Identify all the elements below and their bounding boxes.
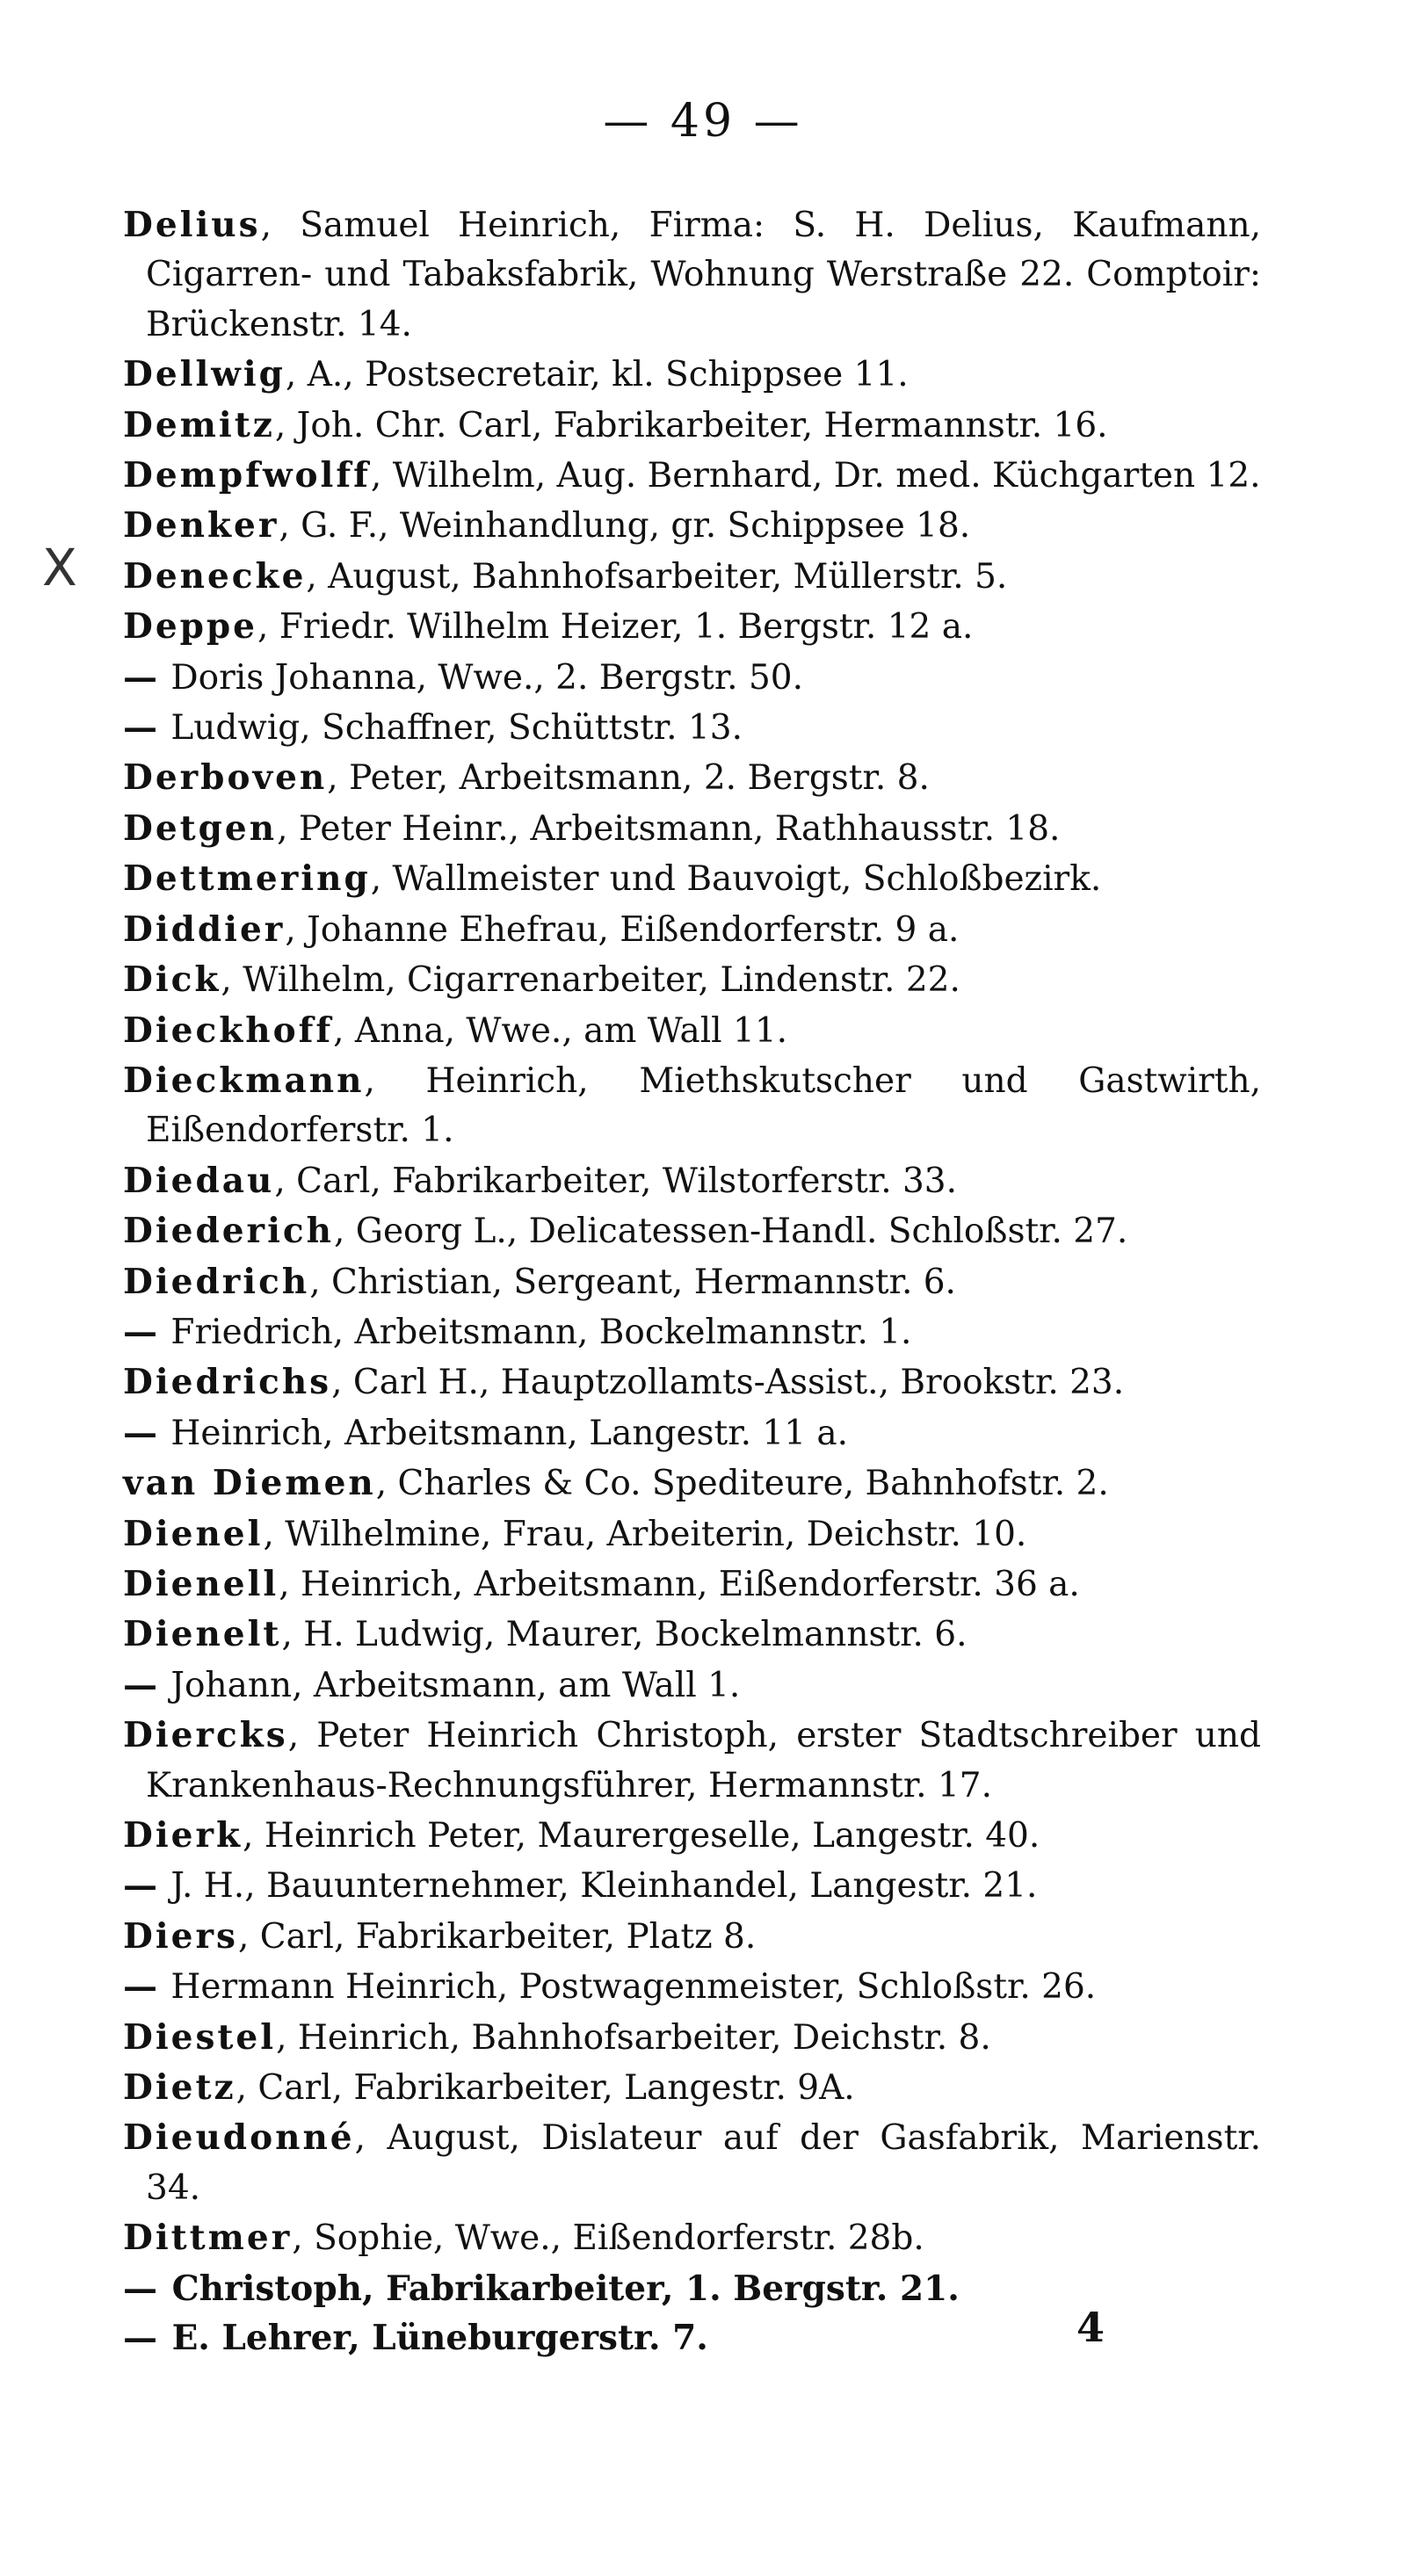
directory-entry [123, 1458, 1261, 1509]
entry-details: , A., Postsecretair, kl. Schippsee 11. [285, 355, 909, 395]
entry-name: Diederich [123, 1211, 334, 1252]
entry-name: Dietz [123, 2067, 236, 2109]
entry-name: Diers [123, 1915, 238, 1957]
entry-name: Delius [123, 205, 261, 245]
directory-entry [123, 2113, 1261, 2213]
entry-details: , Joh. Chr. Carl, Fabrikarbeiter, Hermannstr. 16. [274, 405, 1108, 445]
entry-name: Demitz [123, 404, 275, 445]
entry-name: — [123, 2268, 160, 2309]
entry-name: — [123, 1865, 160, 1907]
directory-entry [123, 1156, 1261, 1206]
directory-entry [123, 2213, 1261, 2263]
directory-entry [123, 955, 1261, 1005]
entry-details: , H. Ludwig, Maurer, Bockelmannstr. 6. [281, 1615, 968, 1655]
entry-details: , Heinrich Peter, Maurergeselle, Langestr. 40. [243, 1816, 1040, 1856]
entry-name: Dick [123, 959, 221, 1001]
entry-name: Dienell [123, 1563, 279, 1604]
directory-entry [123, 2013, 1261, 2063]
entry-details: , Wallmeister und Bauvoigt, Schloßbezirk. [370, 859, 1102, 900]
entry-name: Denecke [123, 555, 307, 597]
entry-name: — [123, 2318, 160, 2359]
directory-entry [123, 653, 1261, 703]
entry-details: , Heinrich, Arbeitsmann, Eißendorferstr. 36 a. [279, 1564, 1080, 1604]
margin-mark: X [42, 538, 77, 597]
entry-name: Dettmering [123, 858, 371, 900]
entry-details: , Wilhelm, Cigarrenarbeiter, Lindenstr. 22. [221, 960, 960, 1001]
entry-name: Dittmer [123, 2218, 293, 2259]
directory-entry [123, 501, 1261, 551]
page-number: — 49 — [603, 95, 803, 148]
entry-details: , Wilhelm, Aug. Bernhard, Dr. med. Küchgarten 12. [370, 456, 1261, 496]
entry-details: , Heinrich, Miethskutscher und Gastwirth, Eißendorferstr. 1. [146, 1060, 1261, 1151]
directory-entry [123, 1811, 1261, 1861]
directory-entry [123, 2063, 1261, 2113]
entry-name: Dierk [123, 1815, 243, 1856]
directory-entries [123, 200, 1261, 2363]
directory-entry [123, 1962, 1261, 2012]
entry-details: , Carl, Fabrikarbeiter, Wilstorferstr. 33. [274, 1161, 958, 1201]
entry-details: , Carl, Fabrikarbeiter, Langestr. 9A. [236, 2068, 855, 2109]
entry-name: van Diemen [123, 1463, 376, 1504]
entry-details: , August, Bahnhofsarbeiter, Müllerstr. 5. [306, 556, 1008, 597]
entry-name: Dieckhoff [123, 1009, 334, 1051]
entry-details: E. Lehrer, Lüneburgerstr. 7. [160, 2318, 708, 2359]
entry-name: Diercks [123, 1715, 288, 1756]
directory-entry [123, 1509, 1261, 1559]
entry-details: , Peter Heinr., Arbeitsmann, Rathhausstr. 18. [277, 808, 1061, 849]
entry-details: , Sophie, Wwe., Eißendorferstr. 28b. [292, 2218, 924, 2259]
entry-name: Denker [123, 505, 279, 546]
directory-entry [123, 1357, 1261, 1407]
directory-entry [123, 1661, 1261, 1711]
directory-entry [123, 1056, 1261, 1156]
entry-details: J. H., Bauunternehmer, Kleinhandel, Langestr. 21. [160, 1866, 1038, 1907]
directory-entry [123, 1711, 1261, 1811]
directory-entry [123, 552, 1261, 602]
entry-name: Dieckmann [123, 1060, 365, 1101]
entry-name: Diddier [123, 908, 286, 950]
directory-entry [123, 451, 1261, 501]
entry-name: Diedau [123, 1160, 275, 1201]
entry-name: — [123, 1311, 160, 1352]
directory-entry [123, 1206, 1261, 1256]
entry-name: Diestel [123, 2016, 277, 2058]
entry-name: Dellwig [123, 354, 286, 395]
directory-entry [123, 905, 1261, 955]
entry-name: Dienelt [123, 1614, 282, 1655]
entry-details: Hermann Heinrich, Postwagenmeister, Schloßstr. 26. [160, 1967, 1097, 2008]
entry-name: Dieudonné [123, 2117, 355, 2159]
entry-details: Friedrich, Arbeitsmann, Bockelmannstr. 1. [160, 1312, 912, 1352]
entry-name: — [123, 656, 160, 698]
entry-details: , Peter, Arbeitsmann, 2. Bergstr. 8. [327, 758, 930, 799]
directory-entry [123, 1257, 1261, 1307]
signature-mark: 4 [1076, 2304, 1105, 2351]
directory-entry [123, 1307, 1261, 1357]
entry-details: , Samuel Heinrich, Firma: S. H. Delius, Kaufmann, Cigarren- und Tabaksfabrik, Wohnung Werstraße 22. Comptoir: Brückenstr. 14. [146, 206, 1261, 344]
directory-entry [123, 200, 1261, 350]
entry-name: Diedrich [123, 1261, 310, 1302]
directory-entry [123, 1408, 1261, 1458]
entry-details: , Carl, Fabrikarbeiter, Platz 8. [237, 1916, 757, 1957]
entry-details: , Peter Heinrich Christoph, erster Stadtschreiber und Krankenhaus-Rechnungsführer, Hermannstr. 17. [146, 1716, 1261, 1805]
entry-name: Detgen [123, 807, 278, 849]
directory-entry [123, 804, 1261, 854]
entry-details: , Wilhelmine, Frau, Arbeiterin, Deichstr. 10. [263, 1514, 1027, 1554]
entry-name: Dienel [123, 1513, 264, 1554]
directory-entry [123, 350, 1261, 400]
entry-details: Heinrich, Arbeitsmann, Langestr. 11 a. [160, 1413, 849, 1453]
entry-details: Ludwig, Schaffner, Schüttstr. 13. [160, 708, 743, 749]
directory-entry [123, 602, 1261, 652]
entry-name: Deppe [123, 606, 257, 648]
directory-entry [123, 401, 1261, 451]
directory-entry [123, 1912, 1261, 1962]
entry-name: Derboven [123, 757, 328, 799]
entry-details: Johann, Arbeitsmann, am Wall 1. [160, 1665, 741, 1705]
entry-name: — [123, 1412, 160, 1453]
entry-name: Diedrichs [123, 1362, 332, 1403]
entry-details: , G. F., Weinhandlung, gr. Schippsee 18. [279, 506, 971, 546]
directory-entry [123, 703, 1261, 753]
entry-details: , Georg L., Delicatessen-Handl. Schloßstr. 27. [334, 1212, 1128, 1252]
entry-details: Christoph, Fabrikarbeiter, 1. Bergstr. 21. [160, 2268, 960, 2309]
entry-name: — [123, 1664, 160, 1705]
directory-entry [123, 1861, 1261, 1911]
directory-entry [123, 1559, 1261, 1610]
entry-name: — [123, 1966, 160, 2008]
entry-name: Dempfwolff [123, 455, 371, 496]
entry-details: , Anna, Wwe., am Wall 11. [333, 1010, 788, 1051]
entry-details: , Carl H., Hauptzollamts-Assist., Brookstr. 23. [331, 1363, 1125, 1403]
entry-details: , August, Dislateur auf der Gasfabrik, Marienstr. 34. [146, 2118, 1261, 2208]
directory-entry [123, 854, 1261, 904]
entry-name: — [123, 707, 160, 749]
entry-details: , Heinrich, Bahnhofsarbeiter, Deichstr. 8. [276, 2017, 991, 2058]
directory-entry [123, 1006, 1261, 1056]
entry-details: , Johanne Ehefrau, Eißendorferstr. 9 a. [285, 909, 960, 950]
entry-details: , Charles & Co. Spediteure, Bahnhofstr. 2. [375, 1464, 1109, 1504]
entry-details: , Christian, Sergeant, Hermannstr. 6. [309, 1262, 956, 1302]
entry-details: , Friedr. Wilhelm Heizer, 1. Bergstr. 12 a. [257, 607, 974, 648]
entry-details: Doris Johanna, Wwe., 2. Bergstr. 50. [160, 657, 803, 698]
directory-entry [123, 1610, 1261, 1660]
directory-entry [123, 753, 1261, 803]
